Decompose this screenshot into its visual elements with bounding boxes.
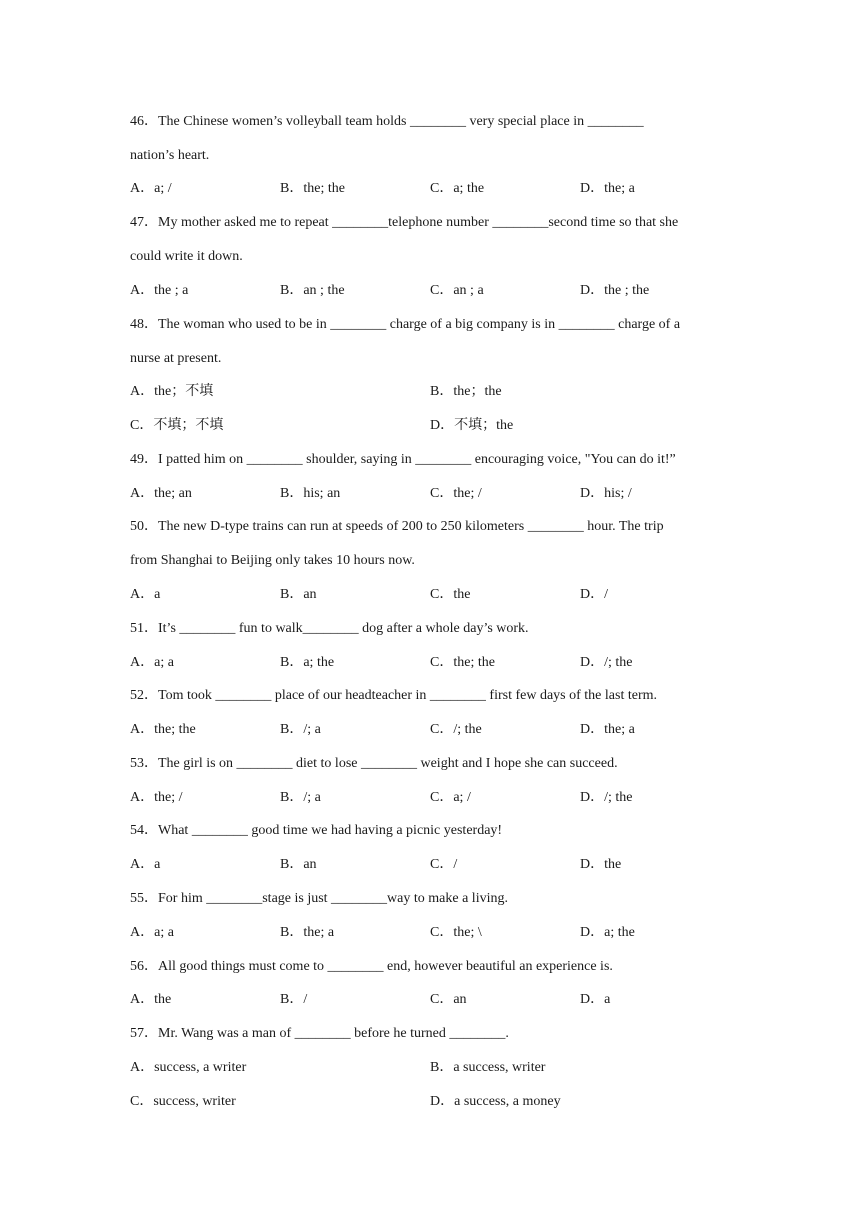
question-51-options [130,654,750,672]
option-c: C．/ [430,857,458,872]
option-a: A．a; a [130,655,174,670]
option-d: D．a; the [580,925,635,940]
question-47-options [130,282,750,300]
option-b: B．his; an [280,486,341,501]
option-a: A．a [130,857,161,872]
option-c: C．the; \ [430,925,482,940]
option-d: D．the; a [580,181,635,196]
option-b: B．the; a [280,925,335,940]
question-53-options [130,789,750,807]
option-a: A．a; a [130,925,174,940]
question-57-line-1: 57．Mr. Wang was a man of ________ before he turned ________. [130,1026,509,1041]
option-b: B．/; a [280,790,321,805]
option-c: C．an [430,992,467,1007]
option-a: A．the ; a [130,283,189,298]
question-56-line-1: 56．All good things must come to ________ end, however beautiful an experience is. [130,959,613,974]
option-c: C．success, writer [130,1094,236,1109]
option-a: A．the [130,992,172,1007]
question-50-options [130,586,750,604]
option-c: C．the; / [430,486,482,501]
question-49-line-1: 49．I patted him on ________ shoulder, saying in ________ encouraging voice, "You can do it!” [130,452,676,467]
option-d: D．the ; the [580,283,650,298]
question-53-line-1: 53．The girl is on ________ diet to lose ________ weight and I hope she can succeed. [130,756,618,771]
option-c: C．a; the [430,181,485,196]
option-a: A．the; the [130,722,196,737]
option-d: D．the [580,857,622,872]
option-a: A．the; an [130,486,192,501]
question-49-options [130,485,750,503]
option-c: C．an ; a [430,283,484,298]
option-d: D．/ [580,587,608,602]
question-56-options [130,991,750,1009]
option-b: B．an ; the [280,283,345,298]
option-a: A．a [130,587,161,602]
question-54-line-1: 54．What ________ good time we had having a picnic yesterday! [130,823,503,838]
question-46-line-2: nation’s heart. [130,148,210,163]
option-b: B．a success, writer [430,1060,546,1075]
question-51-line-1: 51．It’s ________ fun to walk________ dog after a whole day’s work. [130,621,529,636]
question-47-line-2: could write it down. [130,249,243,264]
option-c: C．不填；不填 [130,418,224,433]
question-46-options [130,180,750,198]
option-b: B．/; a [280,722,321,737]
option-d: D．a success, a money [430,1094,561,1109]
question-47-line-1: 47．My mother asked me to repeat ________telephone number ________second time so that she [130,215,679,230]
option-a: A．success, a writer [130,1060,247,1075]
option-a: A．the; / [130,790,183,805]
option-b: B．the; the [280,181,345,196]
option-c: C．/; the [430,722,482,737]
option-d: D．the; a [580,722,635,737]
option-c: C．a; / [430,790,471,805]
option-d: D．/; the [580,655,633,670]
question-48-line-2: nurse at present. [130,351,222,366]
option-b: B．/ [280,992,308,1007]
option-c: C．the [430,587,471,602]
question-57-options-row-1 [130,1059,750,1077]
question-46-line-1: 46．The Chinese women’s volleyball team holds ________ very special place in ________ [130,114,644,129]
question-52-line-1: 52．Tom took ________ place of our headteacher in ________ first few days of the last term. [130,688,657,703]
question-48-options-row-2 [130,417,750,435]
question-48-options-row-1 [130,383,750,401]
option-c: C．the; the [430,655,495,670]
question-54-options [130,856,750,874]
option-d: D．不填；the [430,418,514,433]
question-48-line-1: 48．The woman who used to be in ________ charge of a big company is in ________ charge of a [130,317,681,332]
question-55-options [130,924,750,942]
question-52-options [130,721,750,739]
option-b: B．the；the [430,384,502,399]
option-b: B．an [280,587,317,602]
question-55-line-1: 55．For him ________stage is just ________way to make a living. [130,891,508,906]
question-57-options-row-2 [130,1093,750,1111]
option-a: A．the；不填 [130,384,214,399]
question-50-line-1: 50．The new D-type trains can run at speeds of 200 to 250 kilometers ________ hour. The trip [130,519,664,534]
option-a: A．a; / [130,181,172,196]
option-b: B．a; the [280,655,335,670]
option-d: D．a [580,992,611,1007]
question-50-line-2: from Shanghai to Beijing only takes 10 hours now. [130,553,415,568]
option-b: B．an [280,857,317,872]
option-d: D．his; / [580,486,632,501]
option-d: D．/; the [580,790,633,805]
